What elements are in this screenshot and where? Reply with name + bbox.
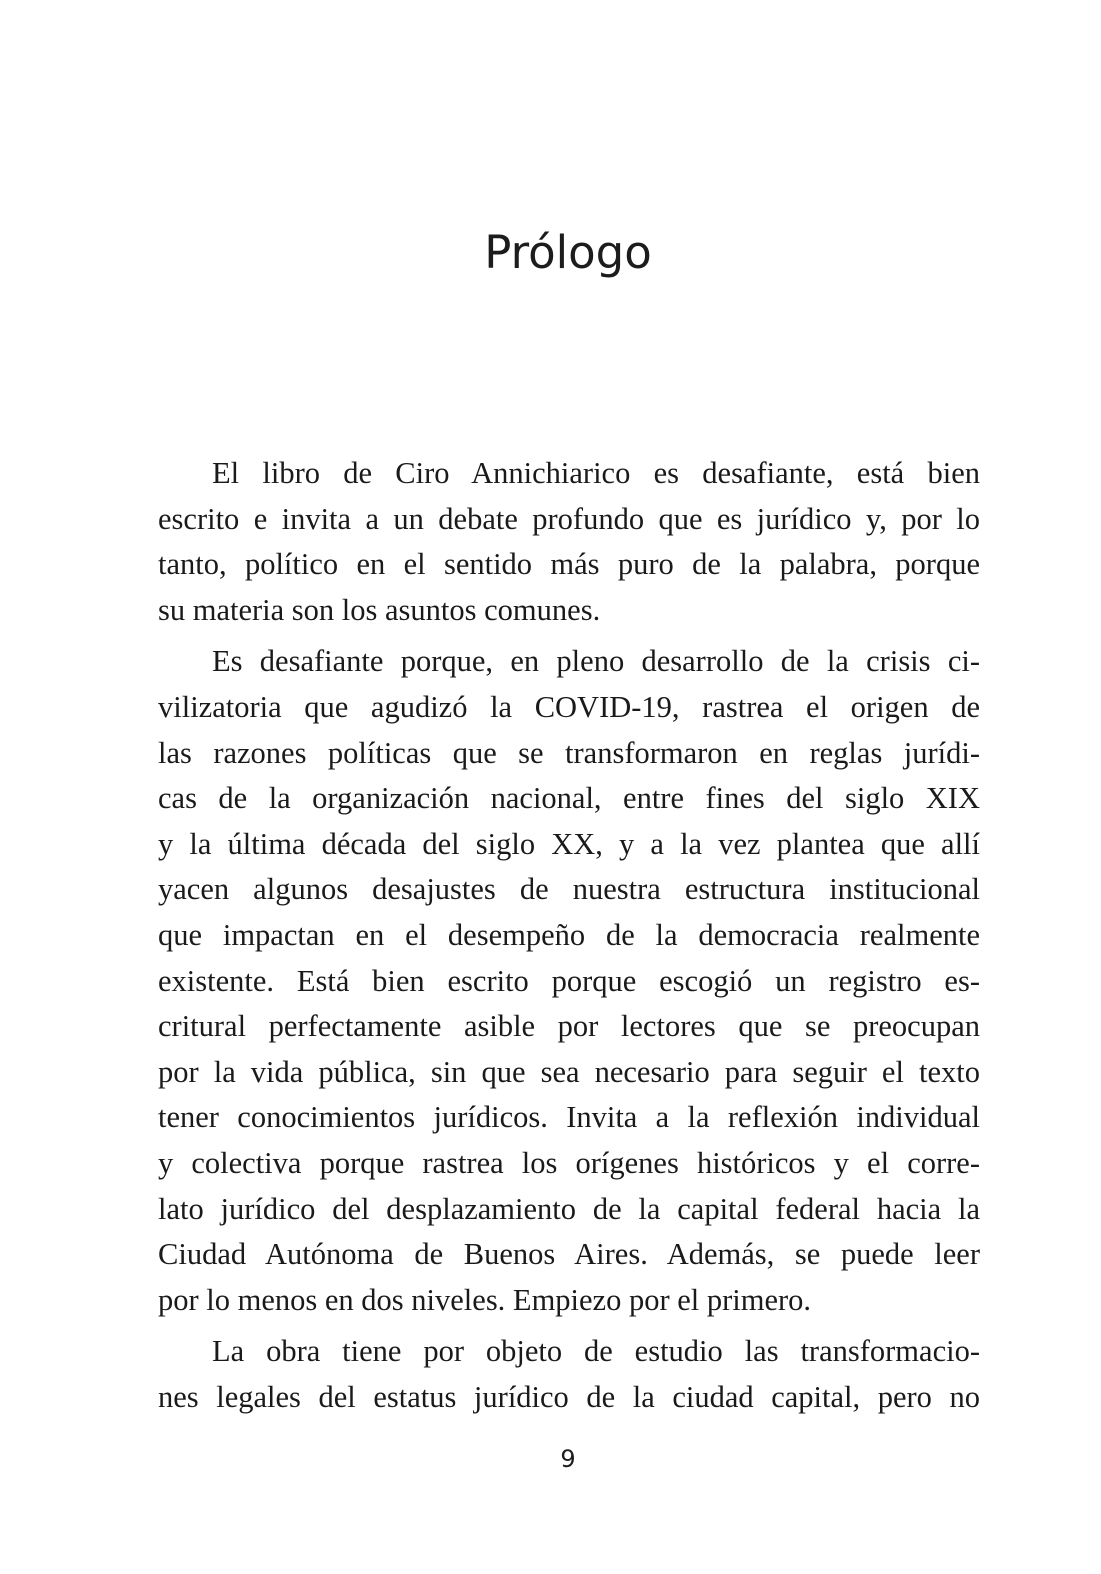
text-line: vilizatoria que agudizó la COVID-19, rastrea el origen de <box>158 689 980 724</box>
text-line: nes legales del estatus jurídico de la ciudad capital, pero no <box>158 1379 980 1414</box>
text-line: cas de la organización nacional, entre fines del siglo XIX <box>158 781 980 816</box>
body-text <box>158 451 980 1420</box>
text-line: lato jurídico del desplazamiento de la capital federal hacia la <box>158 1191 980 1226</box>
text-line: escrito e invita a un debate profundo que es jurídico y, por lo <box>158 501 980 536</box>
text-line: por lo menos en dos niveles. Empiezo por el primero. <box>158 1282 812 1317</box>
chapter-title: Prólogo <box>484 226 652 279</box>
paragraph-3 <box>158 1329 980 1420</box>
text-line: y la última década del siglo XX, y a la vez plantea que allí <box>158 826 980 861</box>
text-line: tener conocimientos jurídicos. Invita a la reflexión individual <box>158 1100 980 1135</box>
text-line: las razones políticas que se transformaron en reglas jurídi- <box>158 735 980 770</box>
text-line: El libro de Ciro Annichiarico es desafiante, está bien <box>212 456 980 490</box>
page-number: 9 <box>560 1445 576 1473</box>
text-line: que impactan en el desempeño de la democracia realmente <box>158 917 980 952</box>
paragraph-1 <box>158 451 980 633</box>
text-line: existente. Está bien escrito porque escogió un registro es- <box>158 963 980 998</box>
text-line: critural perfectamente asible por lectores que se preocupan <box>158 1009 980 1044</box>
text-line: La obra tiene por objeto de estudio las transformacio- <box>212 1334 980 1369</box>
text-line: su materia son los asuntos comunes. <box>158 592 601 627</box>
text-line: por la vida pública, sin que sea necesario para seguir el texto <box>158 1054 980 1089</box>
text-line: yacen algunos desajustes de nuestra estructura institucional <box>158 872 980 907</box>
paragraph-2 <box>158 639 980 1323</box>
text-line: tanto, político en el sentido más puro de la palabra, porque <box>158 547 980 582</box>
text-line: Ciudad Autónoma de Buenos Aires. Además, se puede leer <box>158 1237 980 1272</box>
text-line: y colectiva porque rastrea los orígenes históricos y el corre- <box>158 1145 980 1180</box>
text-line: Es desafiante porque, en pleno desarrollo de la crisis ci- <box>212 644 980 679</box>
